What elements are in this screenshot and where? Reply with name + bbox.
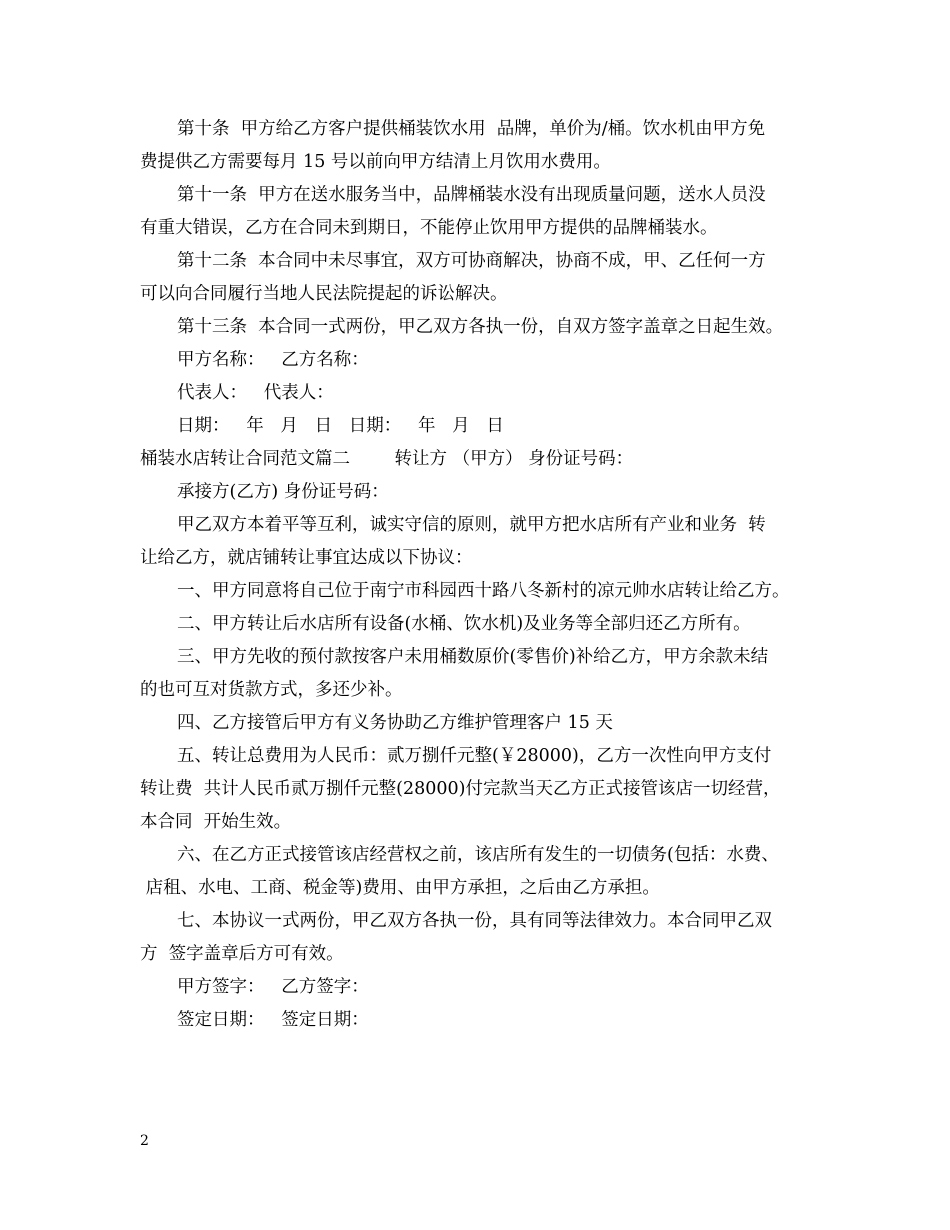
text-line: 转让费 共计人民币贰万捌仟元整(28000)付完款当天乙方正式接管该店一切经营， xyxy=(140,779,781,799)
text-line: 让给乙方，就店铺转让事宜达成以下协议： xyxy=(140,548,473,568)
page-number: 2 xyxy=(140,1133,149,1149)
text-line: 六、在乙方正式接管该店经营权之前，该店所有发生的一切债务(包括：水费、 xyxy=(177,845,779,865)
text-line: 甲乙双方本着平等互利，诚实守信的原则，就甲方把水店所有产业和业务 转 xyxy=(177,515,766,535)
text-line: 甲方签字： 乙方签字： xyxy=(177,977,369,997)
text-line: 承接方(乙方) 身份证号码： xyxy=(177,482,389,502)
text-line: 方 签字盖章后方可有效。 xyxy=(140,944,344,964)
text-line: 代表人： 代表人： xyxy=(177,383,334,403)
text-line: 一、甲方同意将自己位于南宁市科园西十路八冬新村的凉元帅水店转让给乙方。 xyxy=(177,581,790,601)
text-line: 二、甲方转让后水店所有设备(水桶、饮水机)及业务等全部归还乙方所有。 xyxy=(177,614,751,634)
text-line: 本合同 开始生效。 xyxy=(140,812,292,832)
text-line: 日期： 年 月 日 日期： 年 月 日 xyxy=(177,416,504,436)
text-line: 桶装水店转让合同范文篇二 转让方 （甲方） 身份证号码： xyxy=(140,449,634,469)
text-line: 第十条 甲方给乙方客户提供桶装饮水用 品牌，单价为/桶。饮水机由甲方免 xyxy=(177,119,766,139)
text-line: 签定日期： 签定日期： xyxy=(177,1010,369,1030)
text-line: 四、乙方接管后甲方有义务协助乙方维护管理客户 15 天 xyxy=(177,713,613,733)
text-line: 的也可互对货款方式，多还少补。 xyxy=(140,680,403,700)
text-line: 第十三条 本合同一式两份，甲乙双方各执一份，自双方签字盖章之日起生效。 xyxy=(177,317,784,337)
text-line: 三、甲方先收的预付款按客户未用桶数原价(零售价)补给乙方，甲方余款未结 xyxy=(177,647,769,667)
text-line: 费提供乙方需要每月 15 号以前向甲方结清上月饮用水费用。 xyxy=(140,152,611,172)
text-line: 甲方名称： 乙方名称： xyxy=(177,350,369,370)
text-line: 七、本协议一式两份，甲乙双方各执一份，具有同等法律效力。本合同甲乙双 xyxy=(177,911,772,931)
text-line: 第十二条 本合同中未尽事宜，双方可协商解决，协商不成，甲、乙任何一方 xyxy=(177,251,766,271)
text-line: 有重大错误，乙方在合同未到期日，不能停止饮用甲方提供的品牌桶装水。 xyxy=(140,218,718,238)
text-line: 可以向合同履行当地人民法院提起的诉讼解决。 xyxy=(140,284,508,304)
document-body xyxy=(140,113,830,1037)
text-line: 五、转让总费用为人民币：贰万捌仟元整(￥28000)，乙方一次性向甲方支付 xyxy=(177,746,772,766)
text-line: 第十一条 甲方在送水服务当中，品牌桶装水没有出现质量问题，送水人员没 xyxy=(177,185,766,205)
text-line: 店租、水电、工商、税金等)费用、由甲方承担，之后由乙方承担。 xyxy=(140,878,660,898)
